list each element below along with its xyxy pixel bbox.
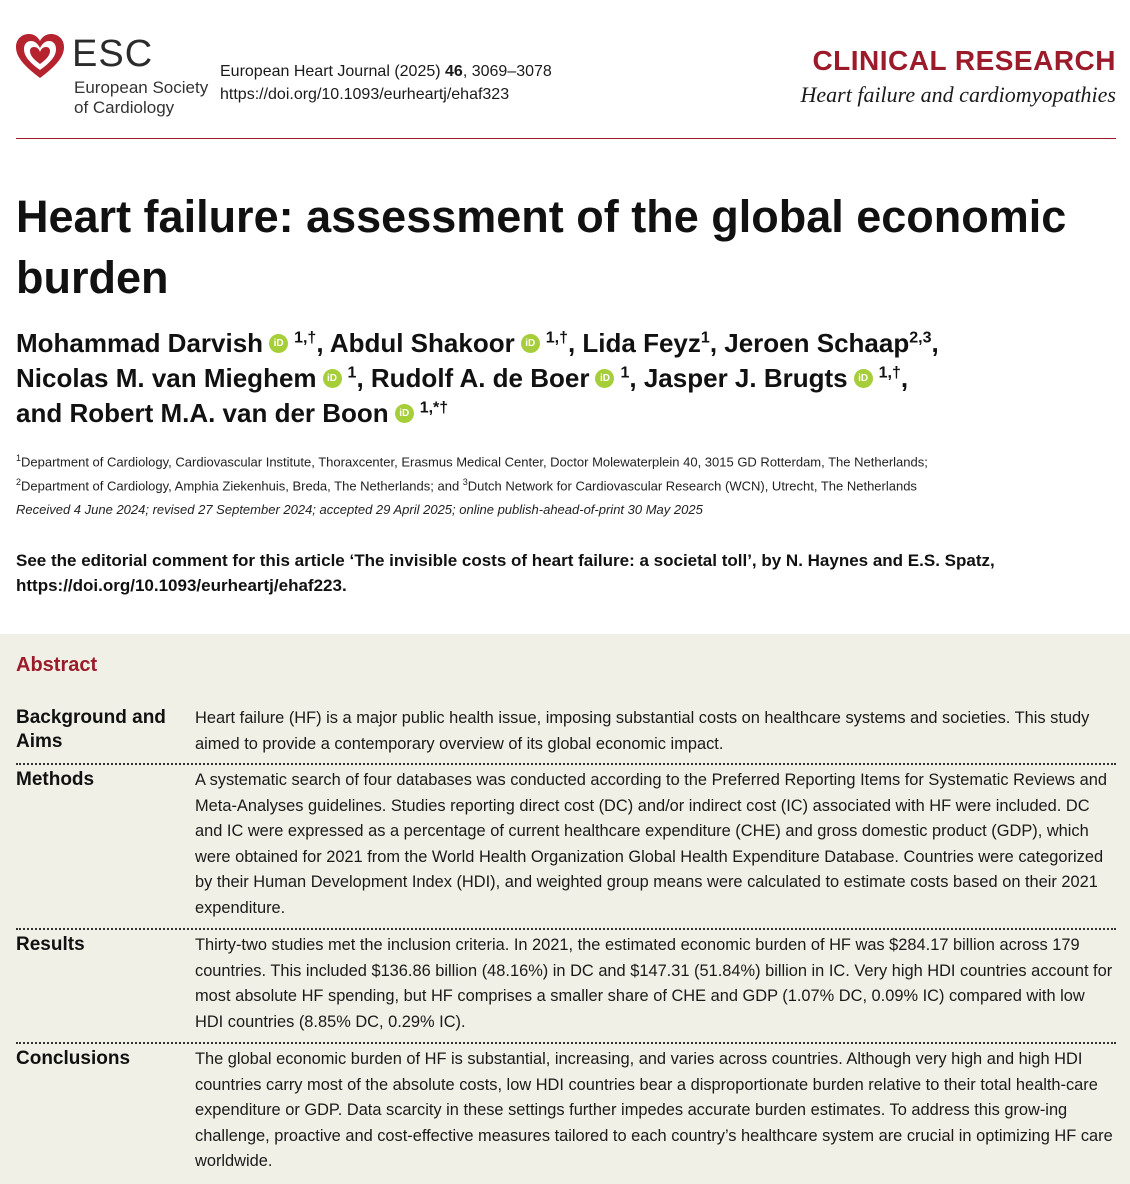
- abstract-label: Results: [16, 934, 85, 955]
- header: [0, 0, 1130, 140]
- author-affiliation-marker: 1,†: [878, 364, 901, 382]
- abstract-label: Conclusions: [16, 1048, 131, 1069]
- citation-pages: , 3069–3078: [462, 63, 552, 80]
- affiliation-3-text: Dutch Network for Cardiovascular Research (WCN), Utrecht, The Netherlands: [467, 478, 917, 494]
- author-affiliation-marker: 1,†: [545, 329, 568, 347]
- affiliations: [16, 448, 1116, 497]
- affiliation-1: [16, 448, 1116, 472]
- abstract-divider: [16, 763, 1116, 765]
- editorial-text: See the editorial comment for this article ‘The invisible costs of heart failure: a societal toll’, by N. Haynes and E.S. Spatz,: [16, 551, 995, 570]
- article-doi-link[interactable]: https://doi.org/10.1093/eurheartj/ehaf323: [220, 86, 510, 103]
- author-separator: ,: [709, 328, 725, 358]
- author-name[interactable]: Abdul Shakoor: [329, 328, 515, 358]
- received-dates: Received 4 June 2024; revised 27 September 2024; accepted 29 April 2025; online publish-ahead-of-print 30 May 2025: [16, 502, 703, 517]
- affiliation-2-3: [16, 472, 1116, 496]
- citation-prefix: European Heart Journal (2025): [220, 63, 446, 80]
- abstract-text: A systematic search of four databases was conducted according to the Preferred Reporting Items for Systematic Reviews and Meta-Analyses guidelines. Studies reporting direct cost (DC) and/or indirect cost (IC) associated with HF were included. DC and IC were expressed as a percentage of current healthcare expenditure (CHE) and gross domestic product (GDP), which were obtained for 2021 from the World Health Organization Global Health Expenditure Database. Countries were categorized by their Human Development Index (HDI), and weighted group means were calculated to estimate costs based on their 2021 expenditure.: [195, 771, 1107, 917]
- author-name[interactable]: Nicolas M. van Mieghem: [16, 363, 317, 393]
- author-separator: ,: [356, 363, 371, 393]
- author-name[interactable]: Jasper J. Brugts: [643, 363, 848, 393]
- affiliation-1-marker: 1: [16, 453, 22, 463]
- logo-name-line2: of Cardiology: [74, 98, 175, 117]
- abstract-box: [0, 634, 1130, 1184]
- author-name[interactable]: Mohammad Darvish: [16, 328, 264, 358]
- author-name[interactable]: Jeroen Schaap: [724, 328, 910, 358]
- logo-name-line1: European Society: [74, 78, 209, 97]
- author-affiliation-marker: 2,3: [909, 329, 932, 347]
- esc-heart-icon: [14, 32, 66, 80]
- abstract-label: Methods: [16, 769, 95, 790]
- orcid-icon[interactable]: iD: [395, 404, 414, 423]
- logo-society-name: [74, 78, 208, 118]
- abstract-text: The global economic burden of HF is substantial, increasing, and varies across countries. Although very high and high HDI countries carry most of the absolute costs, low HDI countries bear a disproportionate burden relative to their total health-care expenditure or GDP. Data scarcity in these settings further impedes accurate burden estimates. To address this grow-ing challenge, proactive and cost-effective measures tailored to each country’s healthcare system are crucial in optimizing HF care worldwide.: [195, 1050, 1113, 1171]
- abstract-text: Heart failure (HF) is a major public health issue, imposing substantial costs on healthcare systems and societies. This study aimed to provide a contemporary overview of its global economic impact.: [195, 709, 1090, 753]
- author-separator: ,: [931, 328, 939, 358]
- section-label: [801, 44, 1117, 110]
- editorial-doi-link[interactable]: https://doi.org/10.1093/eurheartj/ehaf223.: [16, 576, 347, 595]
- section-title: CLINICAL RESEARCH: [812, 45, 1116, 76]
- orcid-icon[interactable]: iD: [854, 369, 873, 388]
- author-affiliation-marker: 1,†: [294, 329, 317, 347]
- author-separator: ,: [567, 328, 583, 358]
- orcid-icon[interactable]: iD: [521, 334, 540, 353]
- section-subtitle: Heart failure and cardiomyopathies: [800, 82, 1116, 107]
- author-name[interactable]: Lida Feyz: [582, 328, 701, 358]
- affiliation-1-text: Department of Cardiology, Cardiovascular Institute, Thoraxcenter, Erasmus Medical Center, Doctor Molewaterplein 40, 3015 GD Rotterdam, The Netherlands;: [21, 454, 928, 470]
- abstract-divider: [16, 928, 1116, 930]
- abstract-divider: [16, 1042, 1116, 1044]
- author-separator: ,: [900, 363, 909, 393]
- article-title: Heart failure: assessment of the global economic burden: [16, 191, 1067, 303]
- header-divider: [16, 138, 1116, 139]
- abstract-label: Background and Aims: [16, 707, 166, 752]
- journal-citation: [220, 60, 552, 106]
- logo-abbreviation: ESC: [72, 33, 154, 75]
- abstract-text: Thirty-two studies met the inclusion criteria. In 2021, the estimated economic burden of HF was $284.17 billion across 179 countries. This included $136.86 billion (48.16%) in DC and $147.31 (51.84%) billion in IC. Very high HDI countries account for most absolute HF spending, but HF comprises a smaller share of CHE and GDP (1.07% DC, 0.09% IC) compared with low HDI countries (8.85% DC, 0.29% IC).: [195, 936, 1113, 1031]
- orcid-icon[interactable]: iD: [269, 334, 288, 353]
- citation-line: [220, 60, 552, 83]
- editorial-comment: [16, 548, 1120, 598]
- esc-logo[interactable]: [14, 28, 214, 123]
- author-name[interactable]: Rudolf A. de Boer: [370, 363, 590, 393]
- author-affiliation-marker: 1: [620, 364, 630, 382]
- affiliation-2-text: Department of Cardiology, Amphia Ziekenhuis, Breda, The Netherlands; and: [21, 478, 463, 494]
- orcid-icon[interactable]: iD: [595, 369, 614, 388]
- author-affiliation-marker: 1: [347, 364, 357, 382]
- author-affiliation-marker: 1,*†: [419, 399, 449, 417]
- citation-volume: 46: [445, 63, 463, 80]
- author-name[interactable]: and Robert M.A. van der Boon: [16, 398, 389, 428]
- orcid-icon[interactable]: iD: [323, 369, 342, 388]
- author-separator: ,: [316, 328, 330, 358]
- author-separator: ,: [629, 363, 644, 393]
- affiliation-3-marker: 3: [462, 477, 468, 488]
- author-affiliation-marker: 1: [700, 329, 710, 347]
- abstract-heading: Abstract: [16, 654, 98, 676]
- author-list: [16, 326, 1116, 431]
- affiliation-2-marker: 2: [16, 477, 22, 488]
